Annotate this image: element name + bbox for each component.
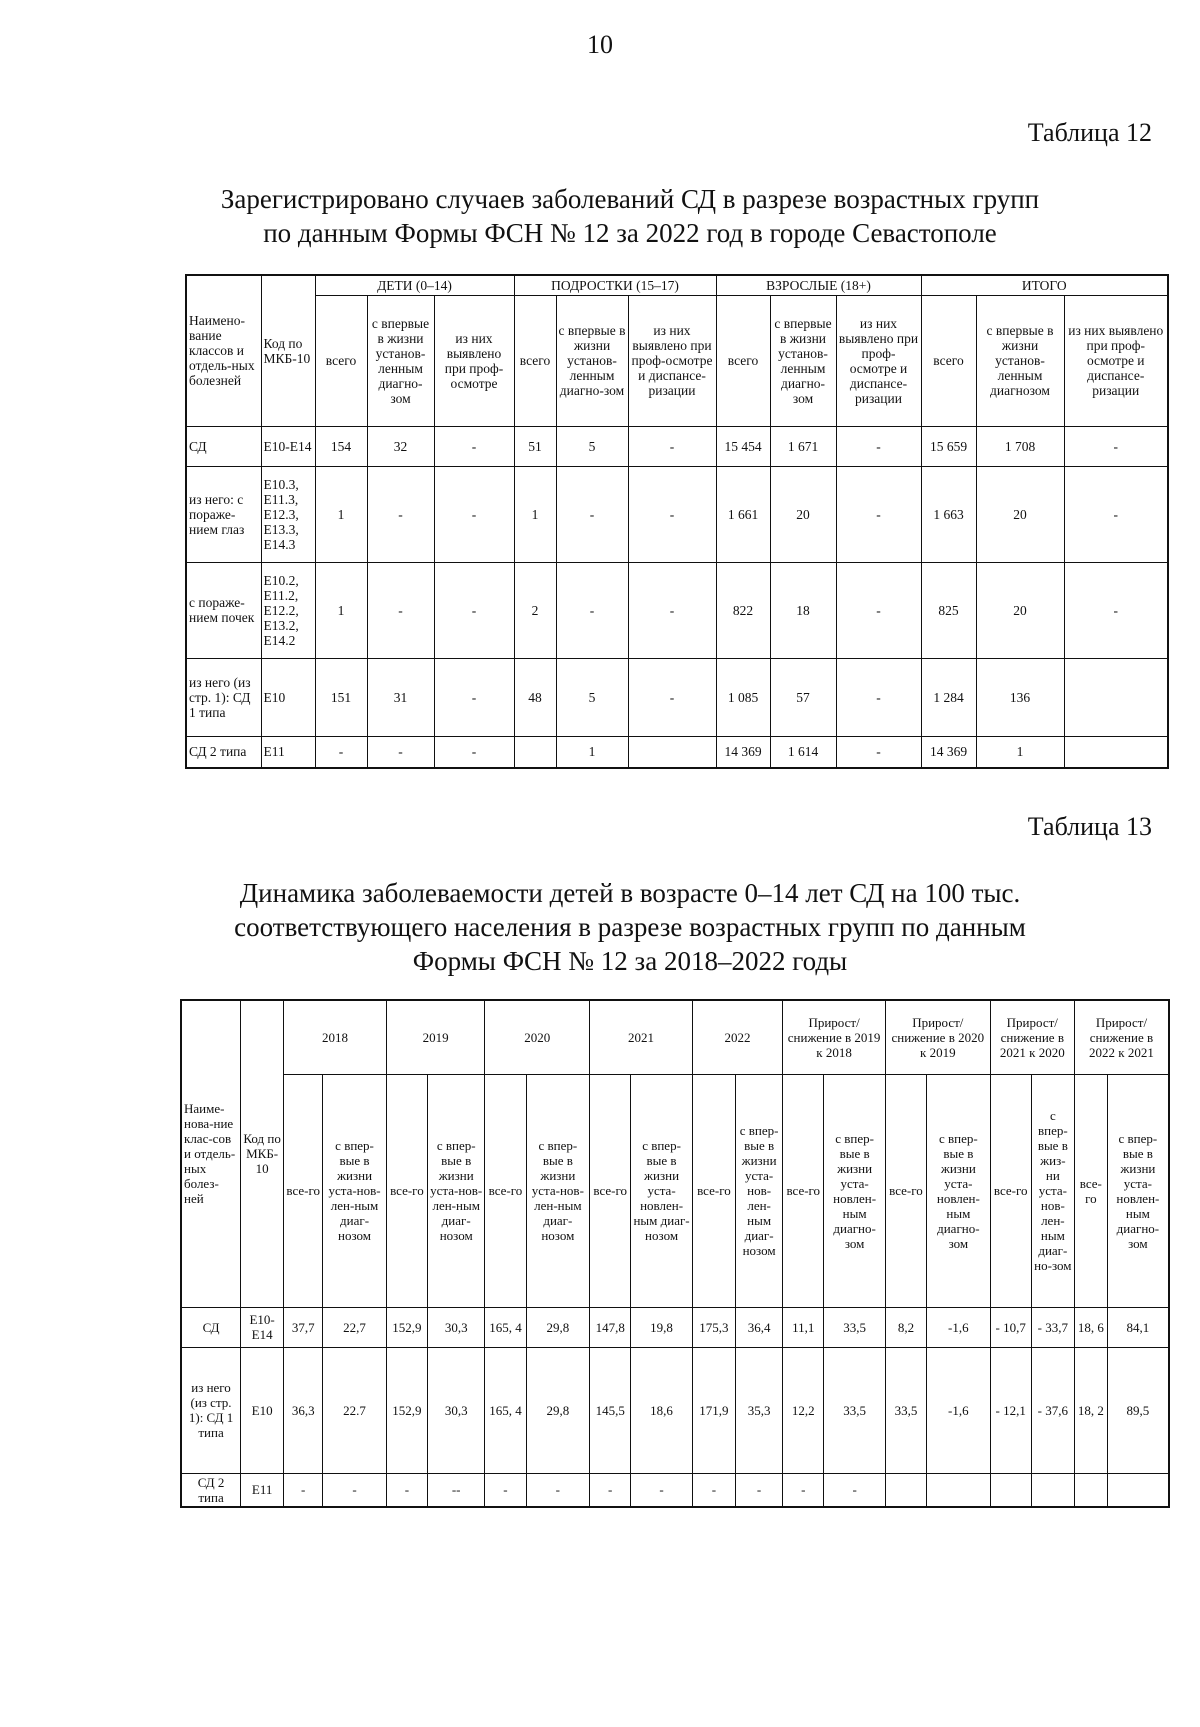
- table-cell: -: [735, 1473, 782, 1507]
- table-cell: -: [628, 562, 716, 658]
- table-12-title-line-1: Зарегистрировано случаев заболеваний СД в разрезе возрастных групп: [220, 184, 1040, 214]
- table-cell: 22.7: [323, 1347, 387, 1473]
- table-cell: 5: [556, 658, 628, 736]
- table-cell: [628, 736, 716, 768]
- table-cell: 165, 4: [485, 1347, 526, 1473]
- table-13: [180, 999, 1170, 1508]
- table-cell: 1 614: [770, 736, 836, 768]
- table-cell: 22,7: [323, 1307, 387, 1347]
- table-cell: -: [556, 466, 628, 562]
- table-cell: 37,7: [284, 1307, 323, 1347]
- table-cell: 171,9: [692, 1347, 735, 1473]
- header-total-count: все-го: [885, 1074, 926, 1307]
- table-cell: --: [427, 1473, 485, 1507]
- table-cell: 33,5: [824, 1307, 886, 1347]
- row-disease-name: СД: [186, 426, 261, 466]
- table-cell: -: [434, 426, 514, 466]
- table-row: [186, 426, 1168, 466]
- table-cell: 136: [976, 658, 1064, 736]
- header-checkup: из них выявлено при проф-осмотре: [434, 295, 514, 426]
- table-row: [186, 562, 1168, 658]
- table-cell: - 12,1: [990, 1347, 1031, 1473]
- header-year-group: 2018: [284, 1000, 387, 1074]
- table-cell: -: [434, 736, 514, 768]
- table-cell: 11,1: [783, 1307, 824, 1347]
- row-icd-code: Е10: [261, 658, 315, 736]
- header-icd-code: Код по МКБ-10: [261, 275, 315, 426]
- table-cell: 32: [367, 426, 434, 466]
- table-cell: 89,5: [1107, 1347, 1169, 1473]
- header-first-diagnosed: с впер-вые в жизни уста-новлен-ным диагно-зом: [927, 1074, 991, 1307]
- table-cell: 18, 2: [1074, 1347, 1107, 1473]
- row-disease-name: с пораже-нием почек: [186, 562, 261, 658]
- table-cell: -: [628, 466, 716, 562]
- header-first-diagnosed: с впер-вые в жизни уста-нов-лен-ным диаг-нозом: [526, 1074, 590, 1307]
- table-cell: 1: [556, 736, 628, 768]
- table-cell: - 37,6: [1031, 1347, 1074, 1473]
- row-icd-code: Е10.2, Е11.2, Е12.2, Е13.2, Е14.2: [261, 562, 315, 658]
- table-cell: -: [434, 658, 514, 736]
- table-cell: 145,5: [590, 1347, 631, 1473]
- header-checkup: из них выявлено при проф-осмотре и диспансе-ризации: [1064, 295, 1168, 426]
- header-first-diagnosed: с впер-вые в жиз-ни уста-нов-лен-ным диаг-но-зом: [1031, 1074, 1074, 1307]
- table-cell: 29,8: [526, 1347, 590, 1473]
- row-icd-code: Е10: [241, 1347, 284, 1473]
- header-children: ДЕТИ (0–14): [315, 275, 514, 295]
- row-icd-code: Е10.3, Е11.3, Е12.3, Е13.3, Е14.3: [261, 466, 315, 562]
- header-checkup: из них выявлено при проф-осмотре и диспансе-ризации: [836, 295, 921, 426]
- table-cell: [1031, 1473, 1074, 1507]
- table-cell: 5: [556, 426, 628, 466]
- table-cell: 51: [514, 426, 556, 466]
- table-cell: -: [485, 1473, 526, 1507]
- table-cell: -: [783, 1473, 824, 1507]
- header-total-count: всего: [716, 295, 770, 426]
- row-icd-code: Е10-Е14: [261, 426, 315, 466]
- header-checkup: из них выявлено при проф-осмотре и диспансе-ризации: [628, 295, 716, 426]
- table-cell: 152,9: [386, 1347, 427, 1473]
- table-cell: 1: [315, 466, 367, 562]
- table-cell: [1064, 658, 1168, 736]
- table-cell: 33,5: [824, 1347, 886, 1473]
- header-total-count: всего: [921, 295, 976, 426]
- table-row: [186, 736, 1168, 768]
- table-cell: -: [836, 736, 921, 768]
- table-13-label: Таблица 13: [1027, 812, 1152, 841]
- table-row: [186, 658, 1168, 736]
- header-icd-code: Код по МКБ-10: [241, 1000, 284, 1307]
- header-total-count: все-го: [990, 1074, 1031, 1307]
- table-cell: 1: [315, 562, 367, 658]
- table-cell: 33,5: [885, 1347, 926, 1473]
- table-cell: -: [836, 426, 921, 466]
- table-13-title-line-1: Динамика заболеваемости детей в возрасте 0–14 лет СД на 100 тыс.: [239, 878, 1021, 908]
- table-cell: 1 085: [716, 658, 770, 736]
- table-cell: 175,3: [692, 1307, 735, 1347]
- table-cell: -: [836, 658, 921, 736]
- table-cell: -: [628, 658, 716, 736]
- table-cell: 36,3: [284, 1347, 323, 1473]
- table-cell: 15 454: [716, 426, 770, 466]
- header-disease-name: Наимено-вание классов и отдель-ных болезней: [186, 275, 261, 426]
- table-cell: 20: [770, 466, 836, 562]
- table-cell: 14 369: [921, 736, 976, 768]
- header-teens: ПОДРОСТКИ (15–17): [514, 275, 716, 295]
- table-cell: 31: [367, 658, 434, 736]
- row-disease-name: из него (из стр. 1): СД 1 типа: [186, 658, 261, 736]
- header-total-count: все-го: [386, 1074, 427, 1307]
- table-cell: 822: [716, 562, 770, 658]
- header-total-count: всего: [315, 295, 367, 426]
- header-total-count: все-го: [485, 1074, 526, 1307]
- table-cell: -: [434, 466, 514, 562]
- table-cell: 30,3: [427, 1307, 485, 1347]
- table-cell: 30,3: [427, 1347, 485, 1473]
- table-cell: 29,8: [526, 1307, 590, 1347]
- table-cell: 18,6: [631, 1347, 693, 1473]
- header-year-group: 2021: [590, 1000, 693, 1074]
- table-cell: -: [323, 1473, 387, 1507]
- header-total-count: все-го: [1074, 1074, 1107, 1307]
- table-cell: 1: [514, 466, 556, 562]
- header-year-group: Прирост/ снижение в 2021 к 2020: [990, 1000, 1074, 1074]
- table-cell: 35,3: [735, 1347, 782, 1473]
- table-cell: 20: [976, 562, 1064, 658]
- table-row: [181, 1473, 1169, 1507]
- row-icd-code: Е10-Е14: [241, 1307, 284, 1347]
- header-first-diagnosed: с впервые в жизни установ-ленным диагно-зом: [770, 295, 836, 426]
- row-disease-name: СД 2 типа: [186, 736, 261, 768]
- table-13-title-line-3: Формы ФСН № 12 за 2018–2022 годы: [412, 946, 848, 976]
- header-total: ИТОГО: [921, 275, 1168, 295]
- table-cell: 20: [976, 466, 1064, 562]
- table-cell: [1074, 1473, 1107, 1507]
- table-cell: 1 661: [716, 466, 770, 562]
- table-cell: 84,1: [1107, 1307, 1169, 1347]
- header-first-diagnosed: с впер-вые в жизни уста-новлен-ным диагно-зом: [824, 1074, 886, 1307]
- table-cell: 2: [514, 562, 556, 658]
- header-first-diagnosed: с впер-вые в жизни уста-новлен-ным диаг-нозом: [631, 1074, 693, 1307]
- table-cell: 152,9: [386, 1307, 427, 1347]
- table-cell: 1 708: [976, 426, 1064, 466]
- header-year-group: Прирост/ снижение в 2020 к 2019: [885, 1000, 990, 1074]
- table-cell: [514, 736, 556, 768]
- row-disease-name: СД 2 типа: [181, 1473, 241, 1507]
- table-cell: 1: [976, 736, 1064, 768]
- table-cell: -: [367, 466, 434, 562]
- table-cell: [927, 1473, 991, 1507]
- table-row: [181, 1307, 1169, 1347]
- table-cell: -: [628, 426, 716, 466]
- table-cell: -: [367, 736, 434, 768]
- header-total-count: все-го: [590, 1074, 631, 1307]
- table-cell: 8,2: [885, 1307, 926, 1347]
- header-year-group: 2022: [692, 1000, 782, 1074]
- table-row: [181, 1347, 1169, 1473]
- table-cell: -: [386, 1473, 427, 1507]
- header-first-diagnosed: с впер-вые в жизни уста-нов-лен-ным диаг-нозом: [427, 1074, 485, 1307]
- row-disease-name: СД: [181, 1307, 241, 1347]
- table-cell: -: [824, 1473, 886, 1507]
- header-year-group: Прирост/ снижение в 2022 к 2021: [1074, 1000, 1169, 1074]
- table-cell: 14 369: [716, 736, 770, 768]
- table-cell: 18: [770, 562, 836, 658]
- page-number: 10: [587, 30, 613, 59]
- table-cell: 36,4: [735, 1307, 782, 1347]
- table-cell: 1 671: [770, 426, 836, 466]
- table-cell: 15 659: [921, 426, 976, 466]
- header-total-count: все-го: [783, 1074, 824, 1307]
- table-cell: -: [315, 736, 367, 768]
- header-first-diagnosed: с впервые в жизни установ-ленным диагно-зом: [367, 295, 434, 426]
- table-cell: -: [434, 562, 514, 658]
- table-12-title-line-2: по данным Формы ФСН № 12 за 2022 год в городе Севастополе: [263, 218, 997, 248]
- table-cell: 165, 4: [485, 1307, 526, 1347]
- table-cell: 1 663: [921, 466, 976, 562]
- header-year-group: Прирост/ снижение в 2019 к 2018: [783, 1000, 886, 1074]
- row-icd-code: Е11: [261, 736, 315, 768]
- header-first-diagnosed: с впервые в жизни установ-ленным диагнозом: [976, 295, 1064, 426]
- table-cell: 825: [921, 562, 976, 658]
- table-cell: -: [367, 562, 434, 658]
- table-row: [186, 466, 1168, 562]
- table-cell: 147,8: [590, 1307, 631, 1347]
- header-first-diagnosed: с впервые в жизни установ-ленным диагно-зом: [556, 295, 628, 426]
- table-cell: -: [692, 1473, 735, 1507]
- header-first-diagnosed: с впер-вые в жизни уста-нов-лен-ным диаг-нозом: [323, 1074, 387, 1307]
- table-cell: 151: [315, 658, 367, 736]
- table-12: [185, 274, 1169, 769]
- table-cell: [990, 1473, 1031, 1507]
- table-cell: [1107, 1473, 1169, 1507]
- table-cell: -: [631, 1473, 693, 1507]
- table-cell: -: [1064, 562, 1168, 658]
- header-first-diagnosed: с впер-вые в жизни уста-нов-лен-ным диаг-нозом: [735, 1074, 782, 1307]
- table-cell: [1064, 736, 1168, 768]
- table-cell: -: [1064, 466, 1168, 562]
- table-cell: [885, 1473, 926, 1507]
- header-adults: ВЗРОСЛЫЕ (18+): [716, 275, 921, 295]
- table-cell: 57: [770, 658, 836, 736]
- table-cell: -: [836, 466, 921, 562]
- table-cell: 19,8: [631, 1307, 693, 1347]
- row-disease-name: из него: с пораже-нием глаз: [186, 466, 261, 562]
- header-total-count: всего: [514, 295, 556, 426]
- table-cell: - 10,7: [990, 1307, 1031, 1347]
- table-cell: -: [1064, 426, 1168, 466]
- table-cell: -: [556, 562, 628, 658]
- table-13-title: [150, 876, 1110, 978]
- table-cell: 1 284: [921, 658, 976, 736]
- header-first-diagnosed: с впер-вые в жизни уста-новлен-ным диагно-зом: [1107, 1074, 1169, 1307]
- table-12-label: Таблица 12: [1027, 118, 1152, 147]
- table-cell: 18, 6: [1074, 1307, 1107, 1347]
- table-13-title-line-2: соответствующего населения в разрезе возрастных групп по данным: [234, 912, 1026, 942]
- table-cell: - 33,7: [1031, 1307, 1074, 1347]
- table-cell: -1,6: [927, 1307, 991, 1347]
- header-total-count: все-го: [284, 1074, 323, 1307]
- header-year-group: 2019: [386, 1000, 485, 1074]
- header-year-group: 2020: [485, 1000, 590, 1074]
- table-cell: -: [836, 562, 921, 658]
- table-cell: -: [526, 1473, 590, 1507]
- header-disease-name: Наиме-нова-ние клас-сов и отдель-ных болез-ней: [181, 1000, 241, 1307]
- row-icd-code: Е11: [241, 1473, 284, 1507]
- table-cell: -: [590, 1473, 631, 1507]
- table-cell: 48: [514, 658, 556, 736]
- table-cell: -1,6: [927, 1347, 991, 1473]
- header-total-count: все-го: [692, 1074, 735, 1307]
- table-cell: -: [284, 1473, 323, 1507]
- row-disease-name: из него (из стр. 1): СД 1 типа: [181, 1347, 241, 1473]
- table-12-title: [150, 182, 1110, 250]
- table-cell: 12,2: [783, 1347, 824, 1473]
- table-cell: 154: [315, 426, 367, 466]
